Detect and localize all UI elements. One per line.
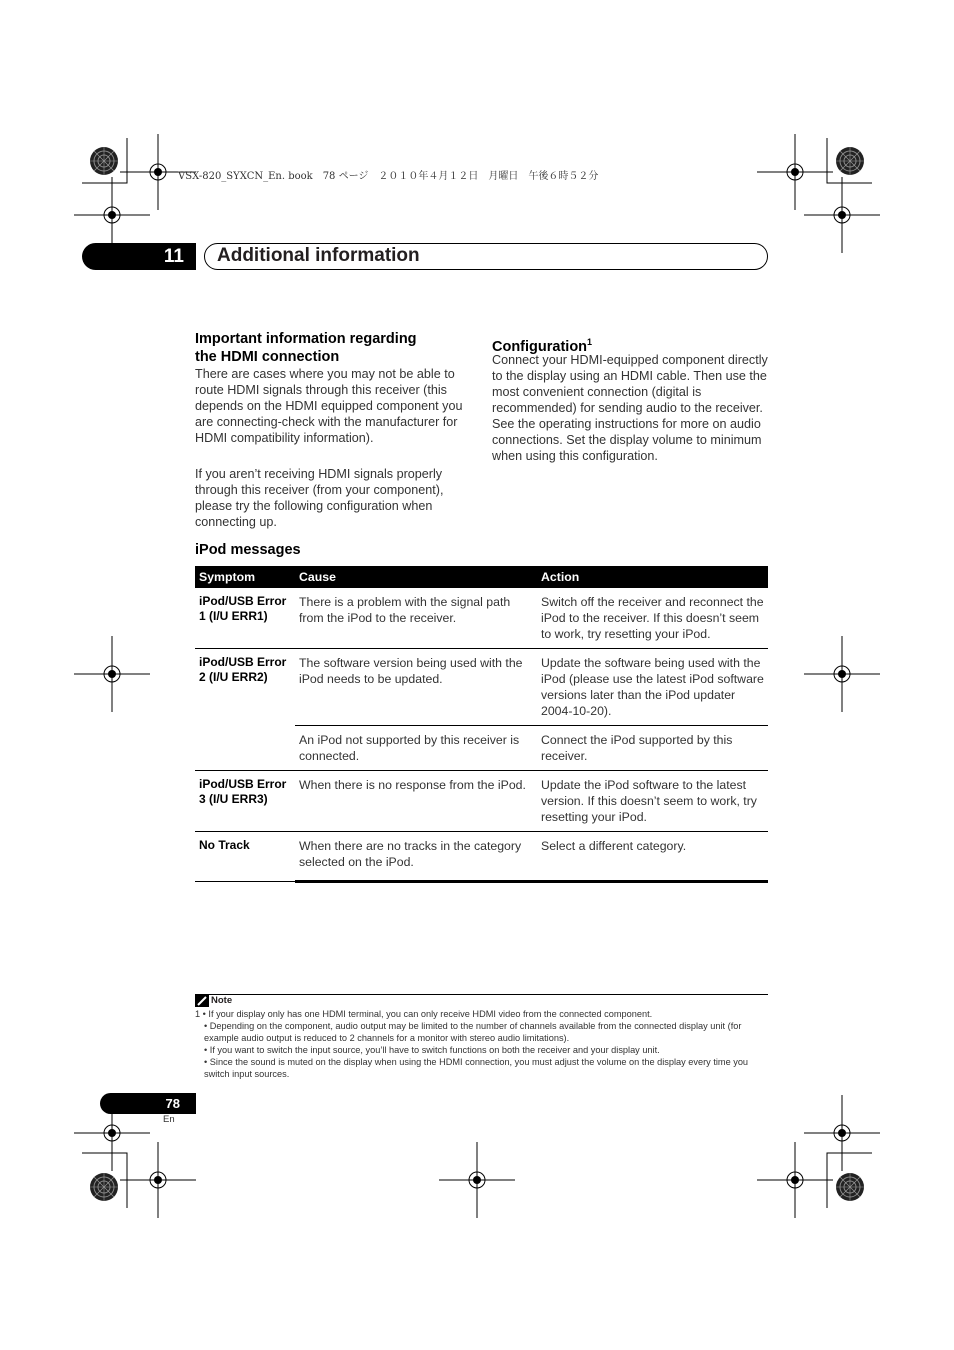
color-target-icon [90,1173,118,1201]
cause-cell: An iPod not supported by this receiver is connected. [295,726,537,771]
symptom-cell: iPod/USB Error 2 (I/U ERR2) [199,655,287,684]
chapter-title: Additional information [204,243,768,270]
symptom-cell [195,726,295,771]
table-row [195,726,768,771]
crosshair-icon [74,636,150,712]
ipod-section-title: iPod messages [195,542,301,558]
crosshair-icon [757,134,833,210]
table-row [195,588,768,649]
symptom-cell: iPod/USB Error 1 (I/U ERR1) [195,588,295,649]
crosshair-icon [804,636,880,712]
crosshair-icon [120,1142,196,1218]
chapter-number: 11 [82,243,196,270]
table-row [195,832,768,882]
action-cell: Switch off the receiver and reconnect the iPod to the receiver. If this doesn’t seem to work, try resetting your iPod. [537,588,768,649]
symptom-cell: No Track [195,832,295,882]
hdmi-title-line1: Important information regarding [195,331,417,347]
ipod-messages-table [195,566,768,883]
hdmi-paragraph-2: If you aren’t receiving HDMI signals properly through this receiver (from your component), please try the following configuration when connecting up. [195,467,444,529]
action-cell: Select a different category. [537,832,768,882]
footnote-ref: 1 [587,337,593,347]
cause-cell: When there is no response from the iPod. [295,771,537,832]
crosshair-icon [74,177,150,253]
table-row [195,771,768,832]
action-cell: Update the iPod software to the latest version. If this doesn’t seem to work, try resetting your iPod. [537,771,768,832]
note-list [195,1008,768,1080]
configuration-title-text: Configuration [492,338,588,355]
color-target-icon [90,147,118,175]
configuration-text: Connect your HDMI-equipped component directly to the display using an HDMI cable. Then use the most convenient connection (digital is recommended) for sending audio to the receiver. See the operating instructions for more on audio connections. Set the display volume to minimum when using this configuration. [492,353,768,463]
hdmi-section-title [195,330,470,366]
cause-cell: The software version being used with the iPod needs to be updated. [295,649,537,726]
note-divider [195,994,768,995]
note-item: 1 • If your display only has one HDMI terminal, you can only receive HDMI video from the connected component. [195,1009,653,1019]
note-item: • If you want to switch the input source, you’ll have to switch functions on both the receiver and your display unit. [204,1045,660,1055]
color-target-icon [836,147,864,175]
hdmi-title-line2: the HDMI connection [195,349,340,365]
cause-cell: When there are no tracks in the category selected on the iPod. [295,832,537,882]
column-header-action: Action [537,566,768,588]
page-number: 78 [100,1093,196,1114]
crosshair-icon [439,1142,515,1218]
crosshair-icon [757,1142,833,1218]
crosshair-icon [804,1095,880,1171]
cause-cell: There is a problem with the signal path from the iPod to the receiver. [295,588,537,649]
note-item: • Since the sound is muted on the display when using the HDMI connection, you must adjust the volume on the display every time you switch input sources. [204,1057,749,1079]
note-item: • Depending on the component, audio output may be limited to the number of channels available from the connected display unit (for example audio output is reduced to 2 channels for a monitor with stereo audio limitations). [204,1021,742,1043]
crosshair-icon [804,177,880,253]
page-language: En [163,1114,175,1125]
table-header-row [195,566,768,588]
hdmi-paragraph-1: There are cases where you may not be able to route HDMI signals through this receiver (this depends on the HDMI equipped component you are connecting-check with the manufacturer for HDMI compatibility information). [195,367,463,445]
action-cell: Update the software being used with the iPod (please use the latest iPod software versions later than the iPod updater 2004-10-20). [537,649,768,726]
color-target-icon [836,1173,864,1201]
note-pencil-icon [195,995,209,1007]
column-header-symptom: Symptom [195,566,295,588]
table-row [195,649,768,726]
symptom-cell: iPod/USB Error 3 (I/U ERR3) [195,771,295,832]
file-header: VSX-820_SYXCN_En. book 78 ページ ２０１０年４月１２日 月曜日 午後６時５２分 [178,171,599,182]
column-header-cause: Cause [295,566,537,588]
action-cell: Connect the iPod supported by this receiver. [537,726,768,771]
note-label: Note [211,995,233,1006]
